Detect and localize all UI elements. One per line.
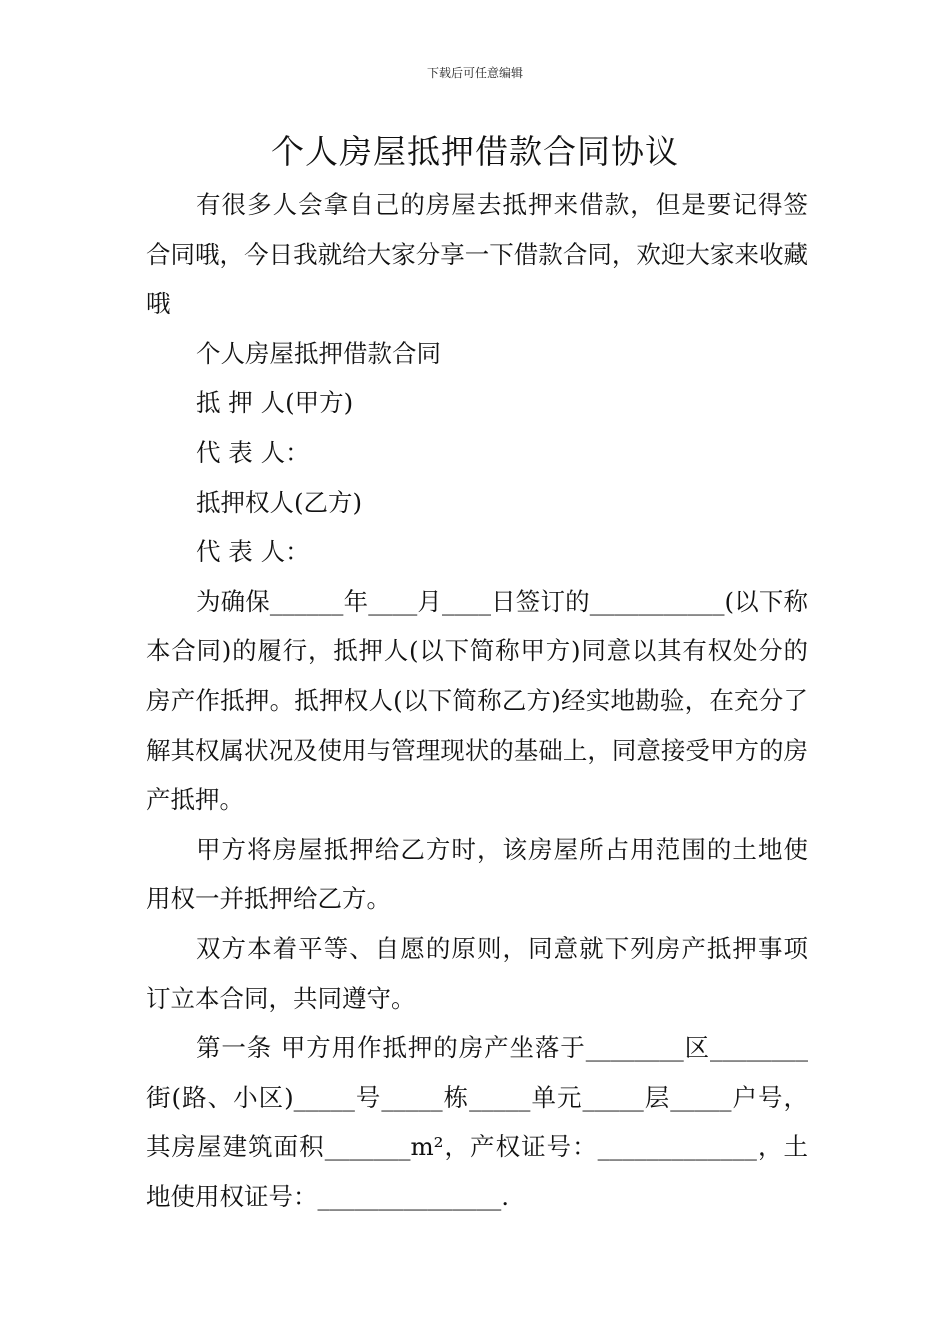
principle-paragraph: 双方本着平等、自愿的原则，同意就下列房产抵押事项订立本合同，共同遵守。	[146, 933, 808, 1013]
representative-label-b: 代 表 人：	[196, 537, 310, 567]
mortgagee-label: 抵押权人(乙方)	[196, 487, 363, 517]
intro-paragraph: 有很多人会拿自己的房屋去抵押来借款，但是要记得签合同哦，今日我就给大家分享一下借款合同，欢迎大家来收藏哦	[146, 190, 808, 319]
document-title: 个人房屋抵押借款合同协议	[271, 132, 679, 171]
page-header: 下载后可任意编辑	[426, 66, 523, 80]
contract-name: 个人房屋抵押借款合同	[196, 338, 441, 368]
purpose-paragraph: 为确保______年____月____日签订的___________(以下称本合同)的履行，抵押人(以下简称甲方)同意以其有权处分的房产作抵押。抵押权人(以下简称乙方)经实地勘验，在充分了解其权属状况及使用与管理现状的基础上，同意接受甲方的房产抵押。	[146, 586, 808, 815]
representative-label-a: 代 表 人：	[196, 437, 310, 467]
land-use-paragraph: 甲方将房屋抵押给乙方时，该房屋所占用范围的土地使用权一并抵押给乙方。	[146, 834, 808, 914]
document-body	[146, 180, 808, 1221]
mortgagor-label: 抵 押 人(甲方)	[196, 388, 354, 418]
article-one-paragraph: 第一条 甲方用作抵押的房产坐落于________区________街(路、小区)_____号_____栋_____单元_____层_____户号，其房屋建筑面积_______m²，产权证号：_____________，土地使用权证号：_______________.	[146, 1033, 808, 1211]
